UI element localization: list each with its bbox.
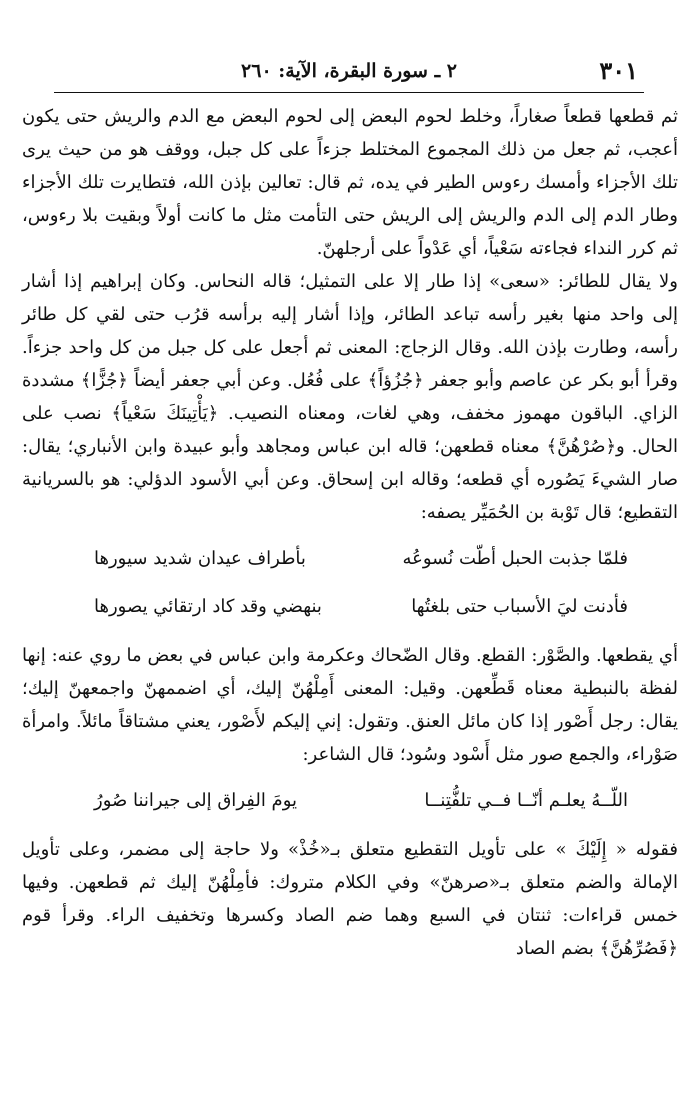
running-title: ٢ ـ سورة البقرة، الآية: ٢٦٠ [241, 60, 457, 82]
paragraph-4: فقوله « إِلَيْكَ » على تأويل التقطيع متعلق بـ«خُذْ» ولا حاجة إلى مضمر، وعلى تأويل الإمالة والضم متعلق بـ«صرهنّ» وفي الكلام متروك: فأمِلْهُنّ إليك ثم قطعهن. وفيها خمس قراءات: ثنتان في السبع وهما ضم الصاد وكسرها وتخفيف الراء. وقرأ قوم ﴿فَصُرِّهُنَّ﴾ بضم الصاد [22, 839, 678, 959]
verse-hemistich-left: يومَ الفِراق إلى جيراننا صُورُ [94, 790, 298, 811]
paragraph-1: ثم قطعها قطعاً صغاراً، وخلط لحوم البعض إلى لحوم البعض مع الدم والريش حتى يكون أعجب، ثم جعل من ذلك المجموع المختلط جزءاً على كل جبل، ووقف هو من حيث يرى تلك الأجزاء وأمسك رءوس الطير في يده، ثم قال: تعالين بإذن الله، فتطايرت تلك الأجزاء وطار الدم إلى الدم والريش إلى الريش حتى التأمت مثل ما كانت أولاً وبقيت بلا رءوس، ثم كرر النداء فجاءته سَعْياً، أي عَدْواً على أرجلهنّ. [22, 106, 678, 259]
verse-hemistich-right: فأدنت ليَ الأسباب حتى بلغتُها [411, 596, 628, 617]
verse-hemistich-left: بأطراف عيدان شديد سيورها [94, 548, 306, 569]
page-header [60, 56, 638, 90]
verse-line-1 [22, 539, 678, 579]
header-rule [54, 92, 644, 93]
paragraph-2: ولا يقال للطائر: «سعى» إذا طار إلا على التمثيل؛ قاله النحاس. وكان إبراهيم إذا أشار إلى واحد منها بغير رأسه تباعد الطائر، وإذا أشار إليه برأسه قرُب حتى لقي كل طائر رأسه، وطارت بإذن الله. وقال الزجاج: المعنى ثم أجعل على كل جبل من كل واحد جزءاً. وقرأ أبو بكر عن عاصم وأبو جعفر ﴿جُزُؤاً﴾ على فُعُل. وعن أبي جعفر أيضاً ﴿جُزًّا﴾ مشددة الزاي. الباقون مهموز مخفف، وهي لغات، ومعناه النصيب. ﴿يَأْتِينَكَ سَعْياً﴾ نصب على الحال. و﴿صُرْهُنَّ﴾ معناه قطعهن؛ قاله ابن عباس ومجاهد وأبو عبيدة وابن الأنباري؛ يقال: صار الشيءَ يَصُوره أي قطعه؛ وقاله ابن إسحاق. وعن أبي الأسود الدؤلي: هو بالسريانية التقطيع؛ قال تَوْبة بن الحُمَيِّر يصفه: [22, 271, 678, 523]
page-number: ٣٠١ [599, 56, 638, 85]
verse-line-2 [22, 587, 678, 627]
verse-hemistich-left: بنهضي وقد كاد ارتقائي يصورها [94, 596, 322, 617]
verse-line-3 [22, 781, 678, 821]
paragraph-3: أي يقطعها. والصَّوْر: القطع. وقال الضّحاك وعكرمة وابن عباس في بعض ما روي عنه: إنها لفظة بالنبطية معناه قَطِّعهن. وقيل: المعنى أَمِلْهُنّ إليك، أي اضممهنّ واجمعهنّ إليك؛ يقال: رجل أَصْور إذا كان مائل العنق. وتقول: إني إليكم لأَصْور، يعني مشتاقاً مائلاً. وامرأة صَوْراء، والجمع صور مثل أَسْود وسُود؛ قال الشاعر: [22, 645, 678, 765]
verse-hemistich-right: فلمّا جذبت الحبل أطّت نُسوعُه [402, 548, 628, 569]
body-text [22, 100, 678, 965]
verse-hemistich-right: اللّــهُ يعلـم أنّــا فــي تلفُّتِنــا [424, 790, 628, 811]
